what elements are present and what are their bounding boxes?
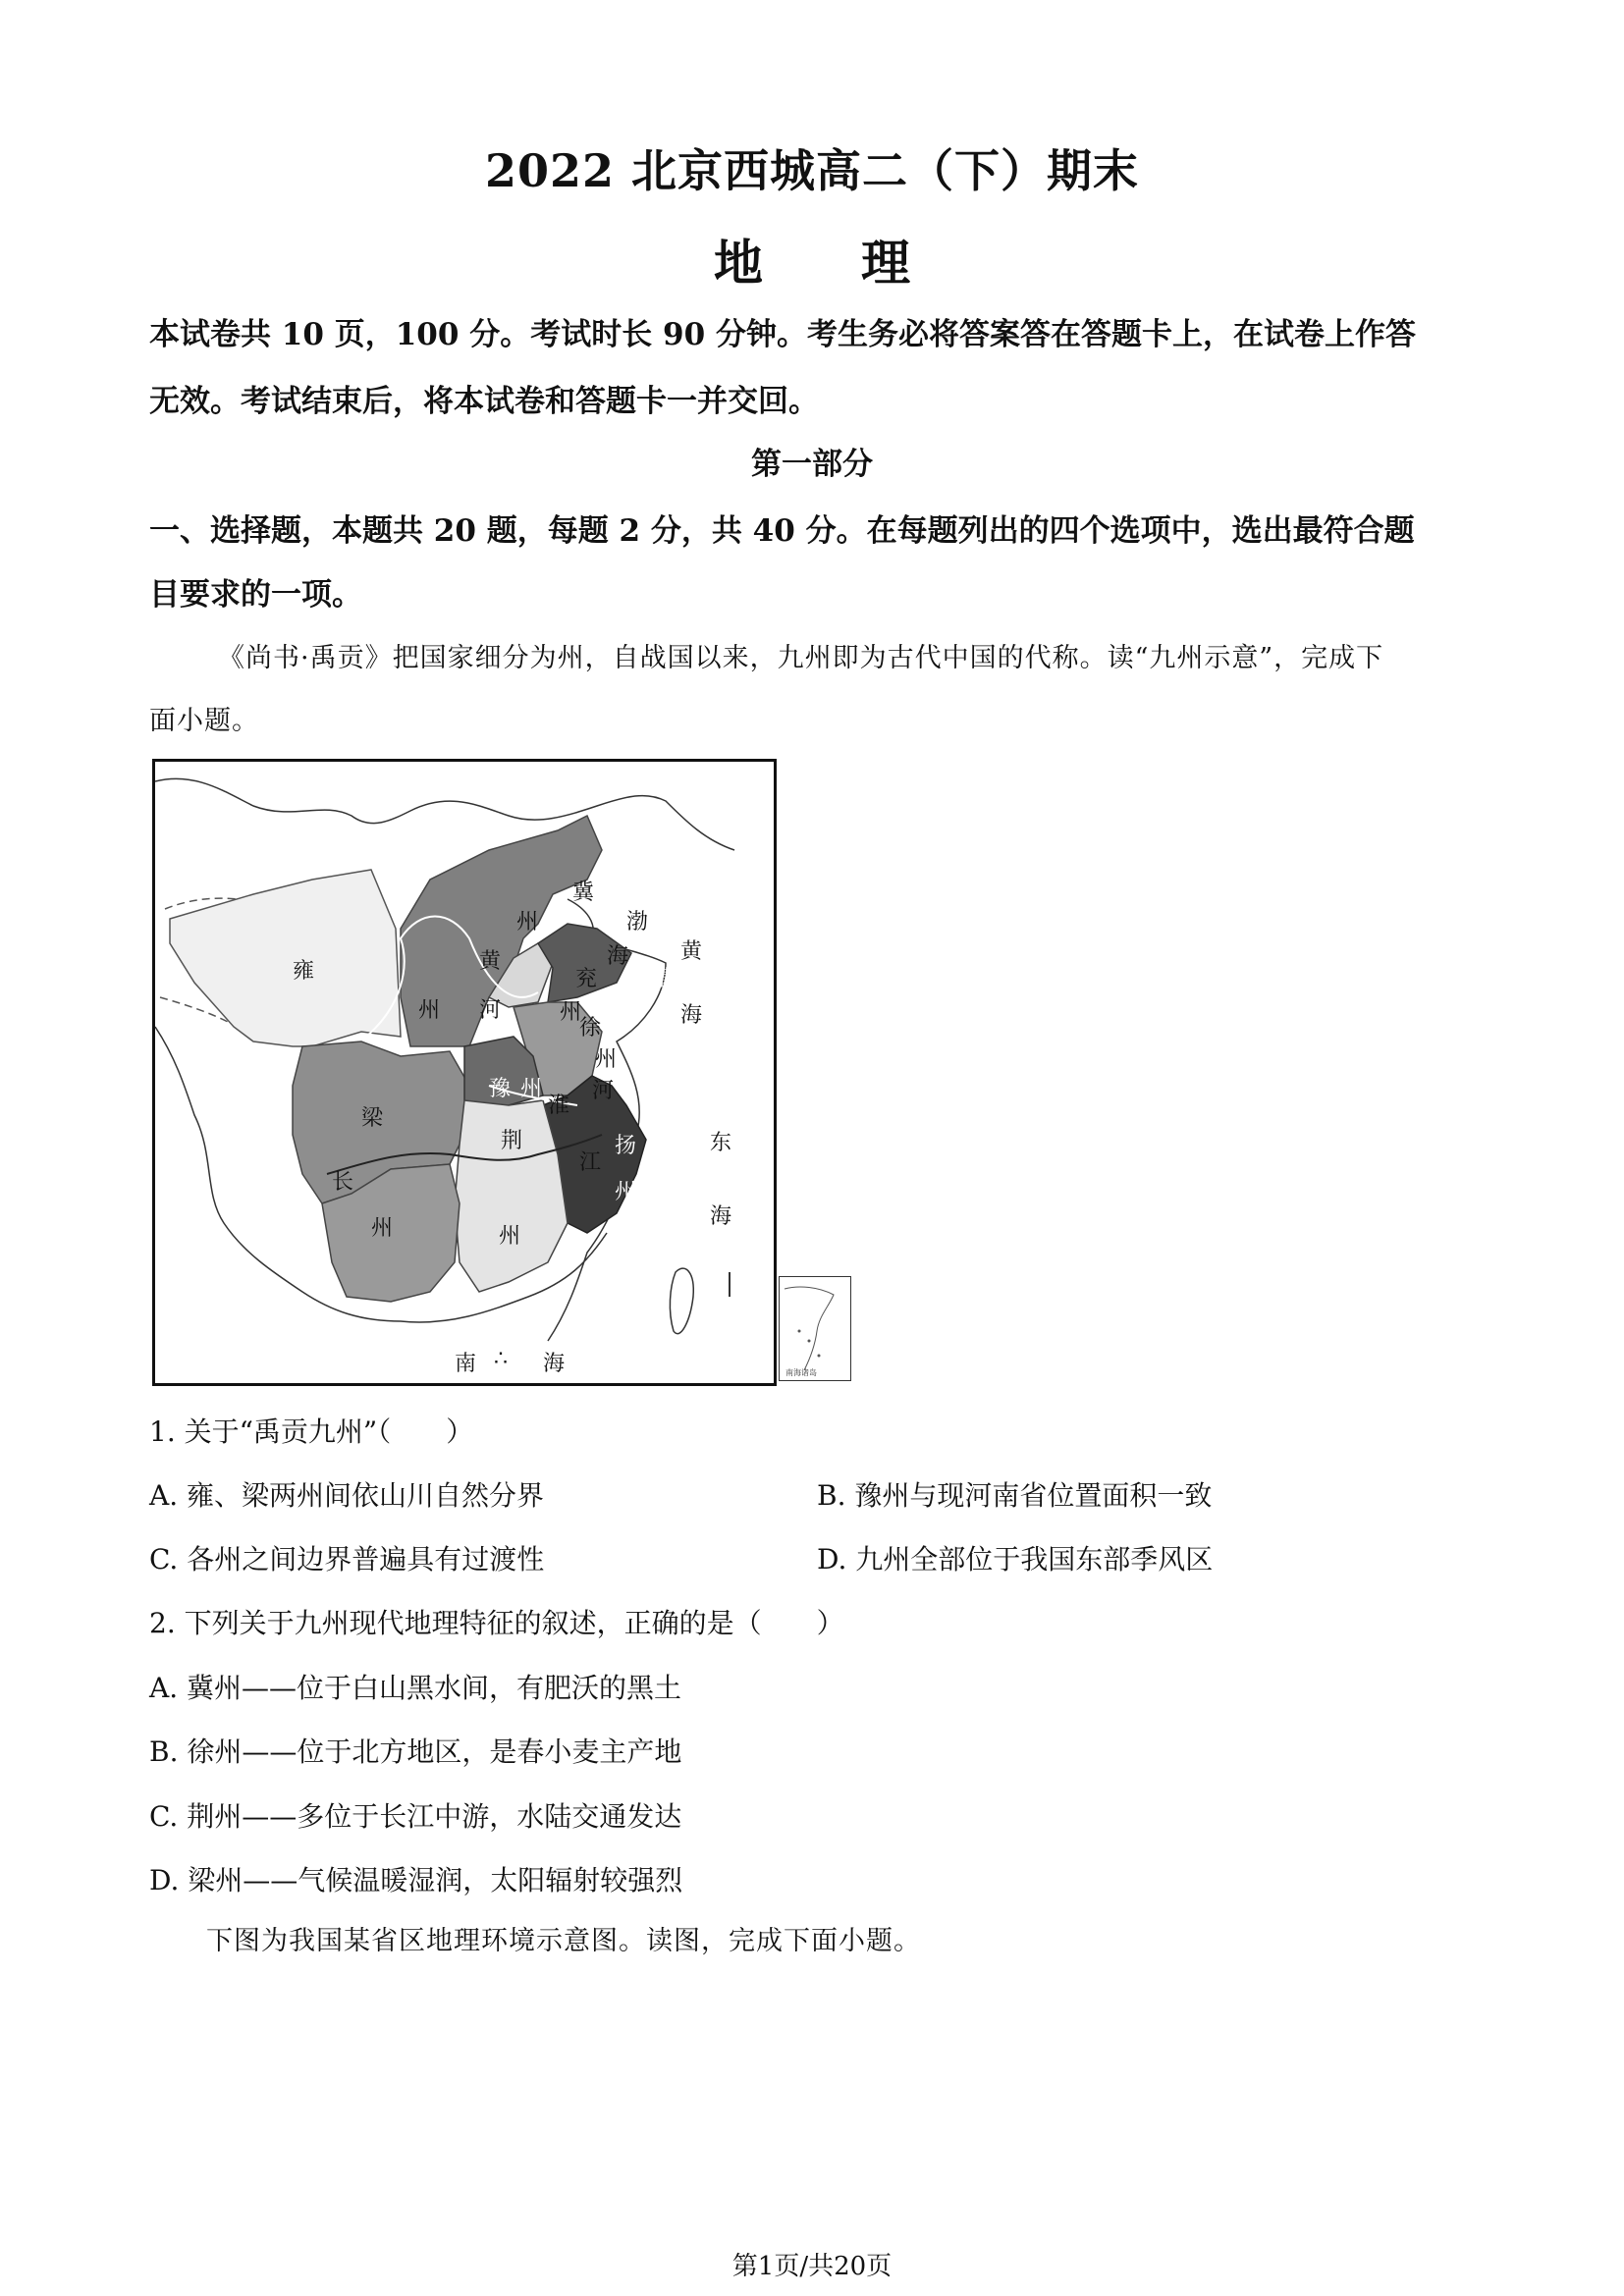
map-label-yan: 兖 — [575, 967, 598, 991]
question-1-option-a: A. 雍、梁两州间依山川自然分界 — [149, 1479, 545, 1512]
map-label-nan-hai: 海 — [543, 1352, 566, 1376]
inset-island-dot — [798, 1330, 801, 1333]
map-label-yu: 豫 — [489, 1077, 512, 1101]
map-label-jiang: 江 — [579, 1150, 602, 1175]
map-label-huang-sea-hai: 海 — [680, 1003, 703, 1028]
map-label-ji: 冀 — [572, 881, 595, 905]
question-intro-2: 下图为我国某省区地理环境示意图。读图，完成下面小题。 — [206, 1926, 921, 1956]
part-title: 第一部分 — [751, 447, 873, 482]
national-border — [155, 778, 734, 850]
map-label-huang-river: 黄 — [479, 949, 502, 974]
map-label-liang-zhou: 州 — [371, 1216, 394, 1241]
question-2-option-d: D. 梁州——气候温暖湿润，太阳辐射较强烈 — [149, 1864, 683, 1896]
inset-graphic — [780, 1277, 850, 1380]
map-label-dots: ∴ — [494, 1347, 508, 1371]
map-label-yu-zhou: 州 — [520, 1077, 543, 1101]
map-label-dong-hai: 海 — [710, 1204, 732, 1229]
map-graphic — [155, 762, 774, 1383]
exam-note-line-1: 本试卷共 10 页，100 分。考试时长 90 分钟。考生务必将答案答在答题卡上，在试卷上作答 — [149, 317, 1416, 352]
map-label-liang: 梁 — [361, 1106, 384, 1131]
exam-note-line-2: 无效。考试结束后，将本试卷和答题卡一并交回。 — [149, 384, 819, 419]
map-label-chang: 长 — [332, 1170, 354, 1195]
inset-label: 南海诸岛 — [785, 1368, 817, 1377]
question-1-option-c: C. 各州之间边界普遍具有过渡性 — [149, 1543, 545, 1575]
map-label-yang: 扬 — [615, 1134, 637, 1158]
south-china-sea-inset — [779, 1276, 851, 1381]
inset-coastline — [785, 1287, 834, 1370]
map-label-nan: 南 — [455, 1352, 477, 1376]
map-label-qing: 青 — [656, 967, 678, 991]
question-2-option-b: B. 徐州——位于北方地区，是春小麦主产地 — [149, 1735, 682, 1768]
map-label-yong-zhou: 州 — [418, 998, 441, 1023]
map-label-huai: 淮 — [548, 1094, 570, 1118]
map-label-jing: 荆 — [501, 1129, 523, 1153]
page-title: 2022 北京西城高二（下）期末 — [484, 144, 1140, 197]
inset-island-dot — [818, 1355, 821, 1358]
map-label-yong: 雍 — [293, 959, 315, 984]
question-intro-line-1: 《尚书·禹贡》把国家细分为州，自战国以来，九州即为古代中国的代称。读“九州示意”，完成下 — [218, 643, 1384, 673]
question-1-option-d: D. 九州全部位于我国东部季风区 — [817, 1543, 1214, 1575]
section-instruction-line-2: 目要求的一项。 — [149, 577, 362, 613]
map-label-bo: 渤 — [626, 910, 649, 934]
map-label-huang-sea: 黄 — [680, 939, 703, 964]
map-label-yang-zhou: 州 — [615, 1180, 637, 1204]
question-2-option-a: A. 冀州——位于白山黑水间，有肥沃的黑土 — [149, 1672, 682, 1704]
map-label-he-1: 河 — [479, 998, 502, 1023]
map-label-ji-zhou: 州 — [516, 910, 539, 934]
taiwan-island — [670, 1268, 693, 1333]
map-label-xu-zhou: 州 — [595, 1047, 618, 1072]
map-label-qing-zhou: 州 — [624, 987, 647, 1011]
inset-island-dot — [808, 1340, 811, 1343]
page-footer: 第1页/共20页 — [731, 2252, 893, 2281]
subject-title: 地 理 — [714, 234, 910, 292]
nine-provinces-map — [152, 759, 777, 1386]
map-label-xu: 徐 — [579, 1016, 602, 1041]
region-yong — [170, 870, 401, 1046]
map-label-yan-zhou: 州 — [560, 1000, 582, 1025]
question-2-stem: 2. 下列关于九州现代地理特征的叙述，正确的是（ ） — [149, 1607, 844, 1639]
question-1-option-b: B. 豫州与现河南省位置面积一致 — [817, 1479, 1213, 1512]
map-label-he-2: 河 — [592, 1079, 615, 1103]
map-label-bo-hai: 海 — [607, 944, 629, 969]
question-1-stem: 1. 关于“禹贡九州”（ ） — [149, 1415, 474, 1448]
question-intro-line-2: 面小题。 — [149, 706, 259, 736]
map-label-jing-zhou: 州 — [499, 1224, 521, 1249]
question-2-option-c: C. 荆州——多位于长江中游，水陆交通发达 — [149, 1800, 682, 1833]
map-label-dong: 东 — [710, 1131, 732, 1155]
section-instruction-line-1: 一、选择题，本题共 20 题，每题 2 分，共 40 分。在每题列出的四个选项中，选出最符合题 — [149, 513, 1415, 549]
